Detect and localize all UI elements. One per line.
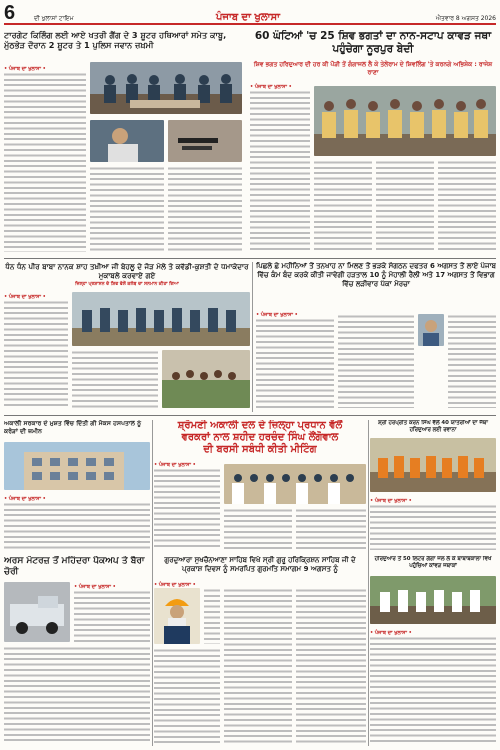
story-body [370, 636, 496, 744]
issue-date: ਐਤਵਾਰ 8 ਅਗਸਤ 2026 [435, 15, 496, 22]
story-byline: • ਪੰਜਾਬ ਦਾ ਖੁਲਾਸਾ • [4, 496, 46, 502]
headline-line-3: ਦੀ ਬਰਸੀ ਸਬੰਧੀ ਕੀਤੀ ਮੀਟਿੰਗ [203, 444, 317, 455]
story-body-2 [224, 508, 292, 550]
story-gangajal [370, 556, 496, 746]
story-byline: • ਪੰਜਾਬ ਦਾ ਖੁਲਾਸਾ • [154, 462, 196, 468]
story-body-2 [314, 160, 372, 252]
story-headline: ਟਾਰਗੇਟ ਕਿਲਿੰਗ ਲਈ ਆਏ ਖਤਰੀ ਗੈਂਗ ਦੇ 3 ਸ਼ੂਟਰ ਹਥਿਆਰਾਂ ਸਮੇਤ ਕਾਬੂ, ਮੁੱਠਭੇੜ ਦੌਰਾਨ 2 ਸ਼ੂਟਰ ਤੇ 1 ਪੁਲਿਸ ਜਵਾਨ ਜ਼ਖ਼ਮੀ [4, 30, 227, 50]
story-body [4, 502, 150, 550]
police-press-photo [90, 62, 242, 114]
story-headline: ਸ਼੍ਰੀ ਹਰਪ੍ਰੀਤ ਕਰਨ ਸਿੰਘ ਵੱਲੋਂ 40 ਯਾਤਰੀਆਂ ਦਾ ਜੱਥਾ ਹਰਿਦੁਆਰ ਲਈ ਰਵਾਨਾ [378, 420, 488, 433]
story-headline: ਅਕਾਲੀ ਸਰਕਾਰ ਦੇ ਮੁਸ਼ਤ ਵਿੱਚ ਦਿੱਤੀ ਗੀ ਮੈਕਸ ਹਸਪਤਾਲ ਨੂੰ ਕਰੋੜਾਂ ਦੀ ਜ਼ਮੀਨ [4, 420, 142, 435]
story-pilgrims [370, 420, 496, 552]
headline-line-1: ਸ਼੍ਰੋਮਣੀ ਅਕਾਲੀ ਦਲ ਦੇ ਜ਼ਿਲ੍ਹਾ ਪ੍ਰਧਾਨ ਵੱਲੋਂ [177, 420, 343, 431]
story-byline: • ਪੰਜਾਬ ਦਾ ਖੁਲਾਸਾ • [74, 584, 116, 590]
story-headline: 60 ਘੰਟਿਆਂ 'ਚ 25 ਸ਼ਿਵ ਭਗਤਾਂ ਦਾ ਨਾਨ-ਸਟਾਪ ਕਾਵੜ ਜਥਾ ਪਹੁੰਚੇਗਾ ਨੂਰਪੁਰ ਬੇਦੀ [254, 30, 492, 55]
pickup-truck-photo [4, 582, 70, 642]
story-headline: ਹਰਿਦੁਆਰ ਤੋਂ 50 ਲਿਟਰ ਗੰਗਾ ਜਲ ਲੈ ਕੇ ਬਾਬਾਬਕਾਲਾ ਵਿਖੇ ਪਹੁੰਚਿਆਂ ਕਾਂਵੜ ਜਥਾਕਾਂ [374, 556, 492, 569]
kanwar-group-photo [314, 86, 496, 156]
story-headline: ਧੰਨ ਧੰਨ ਪੀਰ ਬਾਬਾ ਨਾਨਕ ਸ਼ਾਹ ਤਖ਼ੀਆ ਜੀ ਬੇਹਲੂ ਦੇ ਜੋੜ ਮੇਲੇ ਤੇ ਕਵੱਡੀ-ਕੁਸ਼ਤੀ ਦੇ ਧਮਾਕੇਦਾਰ ਮੁਕਾਬਲੇ ਕਰਵਾਏ ਗਏ [5, 262, 249, 280]
gurdwara-head-photo [154, 588, 200, 644]
section-title: ਪੰਜਾਬ ਦਾ ਖੁਲਾਸਾ [216, 12, 281, 23]
fair-crowd-photo [162, 350, 250, 408]
story-theft [4, 556, 150, 746]
story-body-2 [338, 314, 414, 408]
pilgrims-group-photo [370, 438, 496, 492]
strike-leader-photo [418, 314, 444, 346]
story-body-3 [376, 160, 434, 252]
headline-line-2: ਵਰਕਰਾਂ ਨਾਲ ਸ਼ਹੀਦ ਹਰਚੰਦ ਸਿੰਘ ਲੌਂਗੋਵਾਲ [181, 432, 339, 443]
paper-name: ਦੀ ਖੁਲਾਸਾਂ ਟਾਇਮ [34, 15, 74, 22]
meeting-photo [224, 464, 366, 504]
story-body [74, 590, 150, 642]
hospital-building-photo [4, 442, 150, 490]
story-subhead: ਸ਼ਿਵ ਭਗਤ ਹਰਿਦੁਆਰ ਦੀ ਹਰ ਕੀ ਪੌੜੀ ਤੋਂ ਗੰਗਾਜਲ ਲੈ ਕੇ ਤੇਲੇਰਾਮ ਦੇ ਸ਼ਿਵਲਿੰਗ 'ਤੇ ਕਰਨਗੇ ਅਭਿਸ਼ੇਕ : ਰਾਜੇਸ਼ ਰਾਣਾ [253, 61, 493, 76]
story-byline: • ਪੰਜਾਬ ਦਾ ਖੁਲਾਸਾ • [256, 312, 298, 318]
story-body-2 [72, 350, 158, 408]
story-byline: • ਪੰਜਾਬ ਦਾ ਖੁਲਾਸਾ • [370, 630, 412, 636]
story-body-2 [4, 646, 150, 744]
masthead [4, 3, 496, 25]
story-body-3 [448, 314, 496, 408]
divider [4, 258, 496, 259]
story-body [256, 318, 334, 408]
story-headline: ਪਿਛਲੇ ਛੇ ਮਹੀਨਿਆਂ ਤੋਂ ਤਨਖਾਹ ਨਾ ਮਿਲਣ ਤੋਂ ਭੜਕੇ ਸੰਗਠਨ ਦਫਤਰ 6 ਅਗਸਤ ਤੋਂ ਲਾਏ ਪੰਜਾਬ ਵਿੱਚ ਕੰਮ ਬੰਦ ਕਰਕੇ ਕੀਤੀ ਜਾਵੇਗੀ ਹੜਤਾਲ 10 ਨੂੰ ਮੋਹਾਲੀ ਰੈਲੀ ਅਤੇ 17 ਅਗਸਤ ਤੋਂ ਵਿਭਾਗ ਵਿੱਚ ਲੜੀਵਾਰ ਪੱਕਾ ਮੋਰਚਾ [256, 262, 496, 288]
divider [4, 415, 496, 416]
story-body [154, 648, 220, 744]
kanwar-jatha-photo [370, 576, 496, 624]
story-strike [256, 262, 496, 412]
story-byline: • ਪੰਜਾਬ ਦਾ ਖੁਲਾਸਾ • [250, 84, 292, 90]
story-body-2 [204, 588, 220, 644]
story-kanwar [250, 30, 496, 255]
photo-caption: ਜਿਲ੍ਹਾ ਪ੍ਰਸ਼ਾਸਨ ਦੇ ਸ਼ਿਵ ਵੱਲੋਂ ਕਲੱਬ ਦਾ ਸਨਮਾਨ ਕੀਤਾ ਗਿਆ [75, 282, 179, 287]
story-byline: • ਪੰਜਾਬ ਦਾ ਖੁਲਾਸਾ • [4, 66, 46, 72]
page-number: 6 [4, 2, 16, 24]
story-body [370, 504, 496, 550]
column-rule [152, 420, 153, 746]
story-body [4, 300, 68, 408]
column-rule [368, 420, 369, 746]
story-body-4 [438, 160, 496, 252]
story-body [250, 90, 310, 252]
story-body [4, 72, 86, 252]
story-body-2 [90, 166, 164, 252]
story-body-4 [296, 588, 366, 744]
injured-person-photo [90, 120, 164, 162]
story-hospital [4, 420, 150, 552]
column-rule [252, 262, 253, 412]
story-akali-meeting [154, 420, 366, 552]
story-fair [4, 262, 250, 412]
weapons-photo [168, 120, 242, 162]
story-byline: • ਪੰਜਾਬ ਦਾ ਖੁਲਾਸਾ • [370, 498, 412, 504]
story-byline: • ਪੰਜਾਬ ਦਾ ਖੁਲਾਸਾ • [4, 294, 46, 300]
story-body [154, 468, 220, 550]
story-shooters [4, 30, 244, 255]
story-headline: ਅਰਸ ਮੋਟਰਜ਼ ਤੋਂ ਮਹਿੰਦਰਾ ਪੈਕਅਪ ਤੇ ਬੈਰਾ ਚੋਰੀ [4, 556, 145, 577]
story-body-3 [296, 508, 366, 550]
fair-award-photo [72, 292, 250, 346]
story-gurdwara [154, 556, 366, 746]
story-byline: • ਪੰਜਾਬ ਦਾ ਖੁਲਾਸਾ • [154, 582, 196, 588]
story-headline: ਗੁਰਦੁਆਰਾ ਸੁਖਚੈਨਆਣਾ ਸਾਹਿਬ ਵਿਖੇ ਸ੍ਰੀ ਗੁਰੂ ਹਰਿਕ੍ਰਿਸ਼ਨ ਸਾਹਿਬ ਜੀ ਦੇ ਪ੍ਰਕਾਸ਼ ਦਿਵਸ ਨੂੰ ਸਮਰਪਿਤ ਗੁਰਮਤਿ ਸਮਾਗਮ 9 ਅਗਸਤ ਨੂੰ [164, 556, 356, 573]
story-body-3 [168, 166, 242, 252]
story-body-3 [224, 588, 292, 744]
